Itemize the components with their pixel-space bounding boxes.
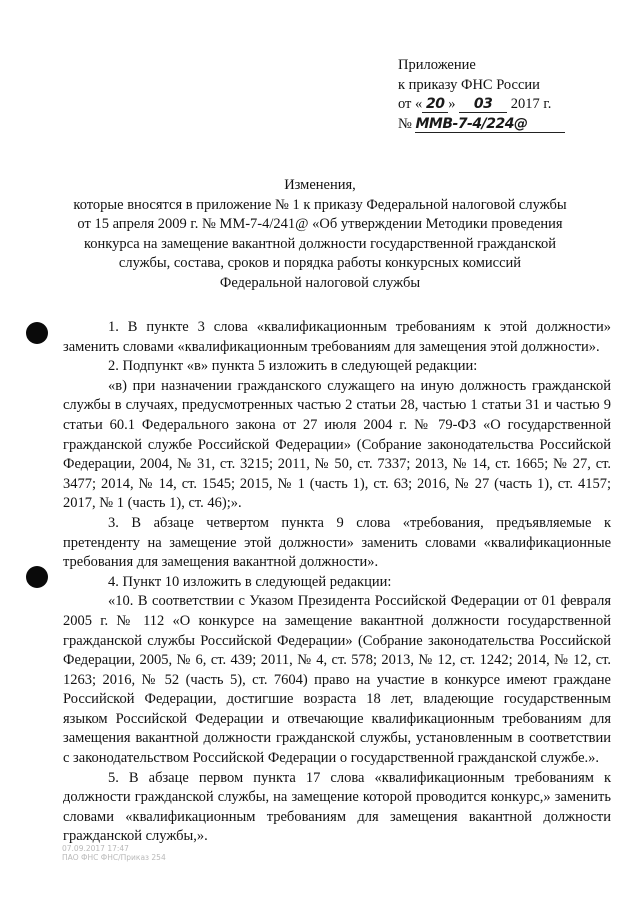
number-prefix: № [398, 115, 416, 132]
title-line-4: службы, состава, сроков и порядка работы конкурсных комиссий [118, 255, 522, 271]
title-heading: Изменения, [284, 177, 356, 193]
date-day: 20 [422, 97, 448, 113]
number-value: ММВ-7-4/224@ [415, 117, 565, 133]
title-line-3: конкурса на замещение вакантной должности государственной гражданской [83, 235, 557, 252]
paragraph-4-text: «10. В соответствии с Указом Президента Российской Федерации от 01 февраля 2005 г. № 112 «О конкурсе на замещение вакантной должности государственной гражданской службы Российской Федерации» (Собрание законодательства Российской Федерации, 2005, № 6, ст. 439; 2011, № 4, ст. 578; 2013, № 12, ст. 1242; 2014, № 12, ст. 1263; 2016, № 52 (часть 5), ст. 7604) право на участие в конкурсе имеют граждане Российской Федерации, достигшие возраста 18 лет, владеющие государственным языком Российской Федерации и отвечающие квалификационным требованиям для замещения вакантной должности гражданской службы, установленным в соответствии с законодательством Российской Федерации о государственной гражданской службе.». [63, 593, 611, 767]
appendix-order-ref: к приказу ФНС России [398, 76, 540, 93]
title-line-1: которые вносятся в приложение № 1 к приказу Федеральной налоговой службы [73, 196, 567, 213]
appendix-block [398, 56, 598, 134]
appendix-date [398, 95, 598, 115]
appendix-number [398, 115, 598, 135]
date-year: 2017 г. [507, 96, 552, 112]
paragraph-4: 4. Пункт 10 изложить в следующей редакции: [108, 573, 392, 590]
title-line-2: от 15 апреля 2009 г. № ММ-7-4/241@ «Об утверждении Методики проведения [77, 216, 563, 232]
paragraph-1: 1. В пункте 3 слова «квалификационным требованиям к этой должности» заменить словами «квалификационным требованиям для замещения этой должности». [63, 319, 611, 355]
document-body [63, 318, 611, 847]
paragraph-2: 2. Подпункт «в» пункта 5 изложить в следующей редакции: [108, 358, 478, 375]
paragraph-5: 5. В абзаце первом пункта 17 слова «квалификационным требованиям к должности гражданской службы, на замещение которой проводится конкурс,» заменить словами «квалификационным требованиям для замещения вакантной должности гражданской службы,». [63, 769, 611, 845]
date-prefix: от « [398, 96, 423, 112]
document-title [60, 176, 580, 293]
punch-hole-bottom [26, 566, 48, 588]
title-line-5: Федеральной налоговой службы [219, 274, 421, 291]
punch-hole-top [26, 322, 48, 344]
scan-stamp [62, 844, 166, 862]
appendix-label: Приложение [398, 57, 476, 73]
paragraph-2-text: «в) при назначении гражданского служащего на иную должность гражданской службы в случаях, предусмотренных частью 2 статьи 28, частью 1 статьи 31 и частью 9 статьи 60.1 Федерального закона от 27 июля 2004 г. № 79-ФЗ «О государственной гражданской службе Российской Федерации» (Собрание законодательства Российской Федерации, 2004, № 31, ст. 3215; 2011, № 50, ст. 7337; 2013, № 14, ст. 1665; № 27, ст. 3477; 2014, № 14, ст. 1545; 2015, № 1 (часть 1), ст. 63; 2016, № 27 (часть 1), ст. 4157; 2017, № 1 (часть 1), ст. 46);». [63, 377, 611, 512]
paragraph-3: 3. В абзаце четвертом пункта 9 слова «требования, предъявляемые к претенденту на замещение этой должности» заменить словами «квалификационные требования для замещения вакантной должности». [63, 514, 611, 571]
stamp-line-2: ПАО ФНС ФНС/Приказ 254 [62, 853, 166, 862]
date-month: 03 [459, 97, 507, 113]
date-mid: » [448, 96, 460, 112]
stamp-line-1: 07.09.2017 17:47 [62, 844, 129, 853]
